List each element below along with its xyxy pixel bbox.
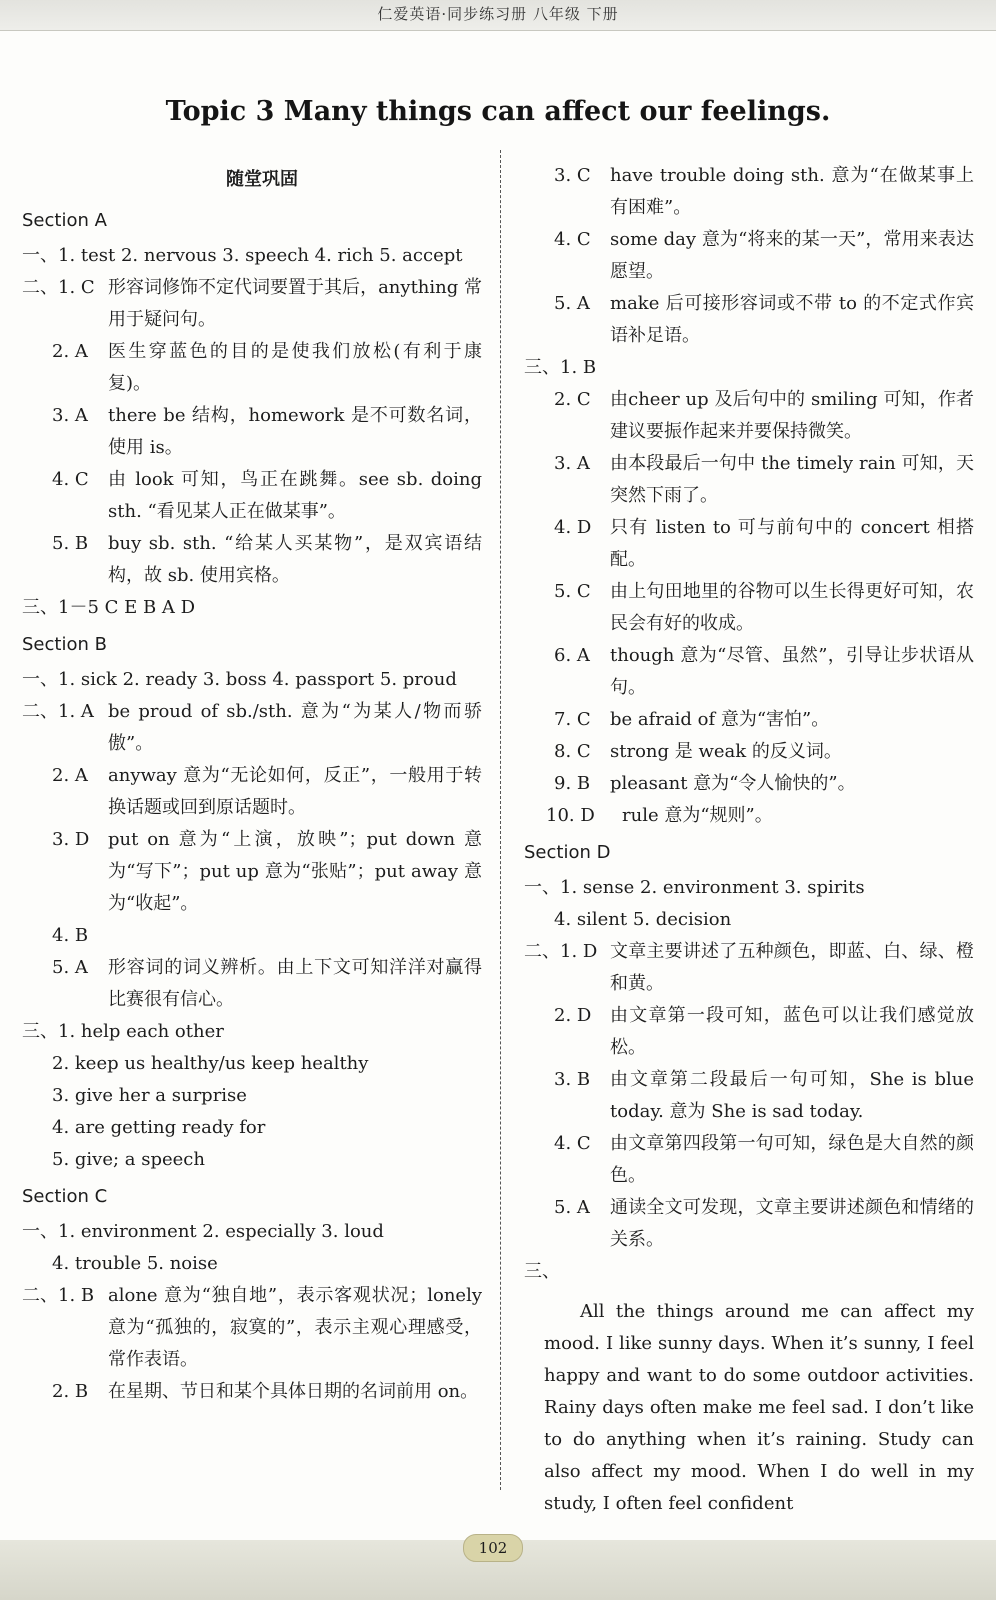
- answer-item: [22, 920, 482, 952]
- answer-item: [22, 760, 482, 824]
- answer-item: [22, 824, 482, 920]
- answer-item: [524, 160, 974, 224]
- answer-item: [524, 512, 974, 576]
- answer-text: though 意为“尽管、虽然”，引导让步状语从句。: [610, 645, 974, 698]
- answer-item: [22, 272, 482, 336]
- answer-label: 5. A: [554, 1197, 590, 1218]
- section-a-heading: Section A: [22, 210, 107, 231]
- answer-text: have trouble doing sth. 意为“在做某事上有困难”。: [610, 165, 974, 218]
- sample-essay: All the things around me can affect my mood. I like sunny days. When it’s sunny, I feel happy and want to do some outdoor activities. Rainy days often make me feel sad. I don’t like to do anything when it’s raining. Study can also affect my mood. When I do well in my study, I often feel confident: [544, 1301, 974, 1514]
- answer-label: 4. C: [554, 1133, 591, 1154]
- answer-item: [524, 576, 974, 640]
- answer-text: 形容词修饰不定代词要置于其后，anything 常用于疑问句。: [108, 277, 482, 330]
- answer-label: 4. D: [554, 517, 592, 538]
- page-number: 102: [463, 1534, 523, 1562]
- answer-text: be afraid of 意为“害怕”。: [610, 709, 830, 730]
- answer-item: [524, 936, 974, 1000]
- answer-label: 4. C: [554, 229, 591, 250]
- answer-item: [524, 736, 974, 768]
- section-c-part1-line: 4. trouble 5. noise: [52, 1253, 218, 1274]
- section-b-part1: 一、1. sick 2. ready 3. boss 4. passport 5. proud: [22, 669, 457, 690]
- answer-text: 由上句田地里的谷物可以生长得更好可知，农民会有好的收成。: [610, 581, 974, 634]
- section-d-heading: Section D: [524, 842, 611, 863]
- answer-label: 5. A: [52, 957, 88, 978]
- answer-text: 形容词的词义辨析。由上下文可知洋洋对赢得比赛很有信心。: [108, 957, 482, 1010]
- section-b-heading: Section B: [22, 634, 107, 655]
- answer-label: 9. B: [554, 773, 591, 794]
- column-divider: [500, 150, 501, 1490]
- answer-label: 二、1. A: [22, 701, 94, 722]
- section-b-part3-line: 4. are getting ready for: [52, 1117, 266, 1138]
- answer-label: 7. C: [554, 709, 591, 730]
- answer-label: 2. D: [554, 1005, 592, 1026]
- section-d-part1-line: 一、1. sense 2. environment 3. spirits: [524, 877, 865, 898]
- answer-text: 在星期、节日和某个具体日期的名词前用 on。: [108, 1381, 479, 1402]
- answer-text: be proud of sb./sth. 意为“为某人/物而骄傲”。: [108, 701, 482, 754]
- answer-item: [524, 448, 974, 512]
- answer-label: 2. A: [52, 341, 88, 362]
- section-b-part3-line: 3. give her a surprise: [52, 1085, 247, 1106]
- subtitle: 随堂巩固: [226, 169, 298, 190]
- answer-text: 由cheer up 及后句中的 smiling 可知，作者建议要振作起来并要保持微笑。: [610, 389, 974, 442]
- section-c-part1-line: 一、1. environment 2. especially 3. loud: [22, 1221, 384, 1242]
- answer-label: 5. A: [554, 293, 590, 314]
- answer-item: [22, 1376, 482, 1408]
- section-d-part3-heading: 三、: [524, 1261, 560, 1282]
- page-title: Topic 3 Many things can affect our feelings.: [165, 96, 831, 127]
- answer-item: [524, 288, 974, 352]
- answer-text: some day 意为“将来的某一天”，常用来表达愿望。: [610, 229, 974, 282]
- answer-text: 由本段最后一句中 the timely rain 可知，天突然下雨了。: [610, 453, 974, 506]
- answer-item: [22, 1280, 482, 1376]
- section-c-heading: Section C: [22, 1186, 108, 1207]
- section-c-part3-heading: 三、1. B: [524, 357, 597, 378]
- answer-text: make 后可接形容词或不带 to 的不定式作宾语补足语。: [610, 293, 974, 346]
- answer-label: 3. D: [52, 829, 90, 850]
- answer-item: [524, 1192, 974, 1256]
- page-header: 仁爱英语·同步练习册 八年级 下册: [0, 0, 996, 31]
- right-column: [524, 160, 974, 1520]
- answer-item: [524, 224, 974, 288]
- answer-label: 10. D: [546, 805, 595, 826]
- answer-item: [524, 800, 974, 832]
- answer-text: there be 结构，homework 是不可数名词，使用 is。: [108, 405, 482, 458]
- answer-label: 8. C: [554, 741, 591, 762]
- answer-text: put on 意为“上演，放映”；put down 意为“写下”；put up 意为“张贴”；put away 意为“收起”。: [108, 829, 482, 914]
- answer-label: 6. A: [554, 645, 590, 666]
- answer-text: buy sb. sth. “给某人买某物”，是双宾语结构，故 sb. 使用宾格。: [108, 533, 482, 586]
- answer-item: [524, 1128, 974, 1192]
- answer-text: alone 意为“独自地”，表示客观状况；lonely 意为“孤独的，寂寞的”，表示主观心理感受，常作表语。: [108, 1285, 482, 1370]
- section-d-part1-line: 4. silent 5. decision: [554, 909, 732, 930]
- answer-text: 只有 listen to 可与前句中的 concert 相搭配。: [610, 517, 974, 570]
- answer-label: 4. C: [52, 469, 89, 490]
- answer-label: 2. A: [52, 765, 88, 786]
- answer-label: 3. A: [52, 405, 88, 426]
- answer-text: rule 意为“规则”。: [622, 805, 773, 826]
- answer-item: [524, 640, 974, 704]
- answer-item: [22, 696, 482, 760]
- answer-item: [524, 384, 974, 448]
- answer-label: 5. B: [52, 533, 89, 554]
- answer-item: [22, 528, 482, 592]
- answer-item: [524, 704, 974, 736]
- answer-item: [524, 1000, 974, 1064]
- answer-label: 4. B: [52, 925, 89, 946]
- answer-item: [524, 1064, 974, 1128]
- answer-item: [22, 952, 482, 1016]
- answer-text: 医生穿蓝色的目的是使我们放松(有利于康复)。: [108, 341, 482, 394]
- answer-text: 由文章第二段最后一句可知，She is blue today. 意为 She is sad today.: [610, 1069, 974, 1122]
- answer-label: 3. B: [554, 1069, 591, 1090]
- section-a-part1: 一、1. test 2. nervous 3. speech 4. rich 5. accept: [22, 245, 463, 266]
- answer-text: 由文章第四段第一句可知，绿色是大自然的颜色。: [610, 1133, 974, 1186]
- answer-text: 通读全文可发现，文章主要讲述颜色和情绪的关系。: [610, 1197, 974, 1250]
- answer-text: [108, 920, 482, 952]
- left-column: [22, 160, 482, 1408]
- answer-label: 2. C: [554, 389, 591, 410]
- section-b-part3-line: 三、1. help each other: [22, 1021, 224, 1042]
- answer-text: strong 是 weak 的反义词。: [610, 741, 842, 762]
- answer-item: [524, 768, 974, 800]
- answer-item: [22, 336, 482, 400]
- answer-label: 二、1. B: [22, 1285, 95, 1306]
- answer-label: 5. C: [554, 581, 591, 602]
- answer-label: 2. B: [52, 1381, 89, 1402]
- section-b-part3-line: 5. give; a speech: [52, 1149, 205, 1170]
- answer-item: [22, 400, 482, 464]
- answer-text: anyway 意为“无论如何，反正”，一般用于转换话题或回到原话题时。: [108, 765, 482, 818]
- answer-label: 3. C: [554, 165, 591, 186]
- answer-text: 由文章第一段可知，蓝色可以让我们感觉放松。: [610, 1005, 974, 1058]
- answer-text: pleasant 意为“令人愉快的”。: [610, 773, 856, 794]
- answer-label: 二、1. D: [524, 941, 598, 962]
- answer-label: 二、1. C: [22, 277, 95, 298]
- answer-label: 3. A: [554, 453, 590, 474]
- answer-item: [22, 464, 482, 528]
- section-a-part3: 三、1－5 C E B A D: [22, 597, 196, 618]
- answer-text: 由 look 可知，鸟正在跳舞。see sb. doing sth. “看见某人正在做某事”。: [108, 469, 482, 522]
- section-b-part3-line: 2. keep us healthy/us keep healthy: [52, 1053, 369, 1074]
- answer-text: 文章主要讲述了五种颜色，即蓝、白、绿、橙和黄。: [610, 941, 974, 994]
